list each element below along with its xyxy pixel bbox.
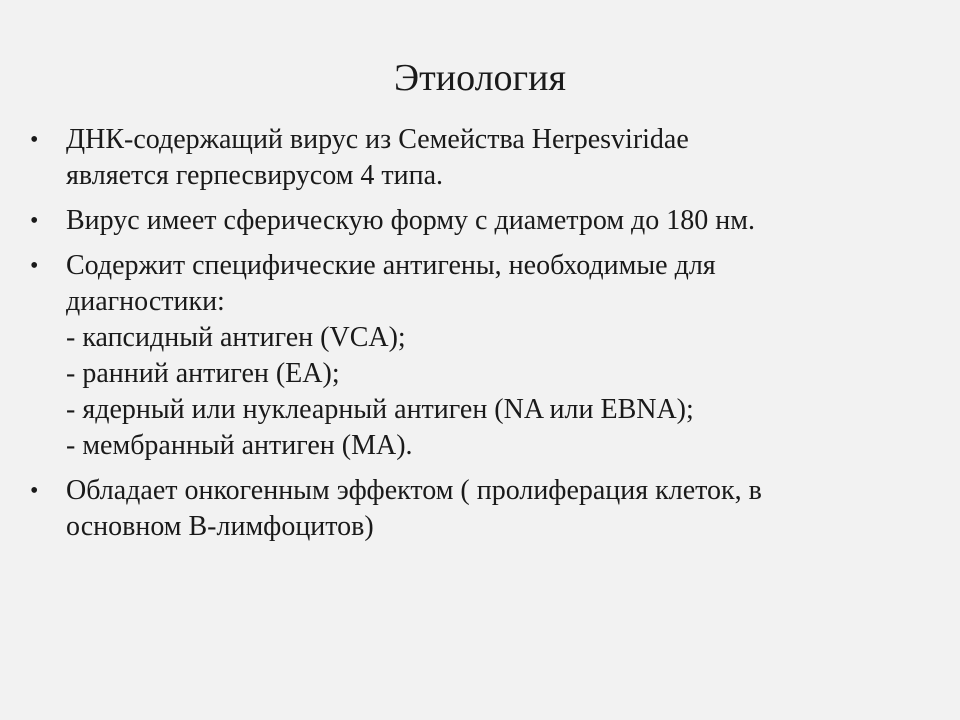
antigen-line-ebna: - ядерный или нуклеарный антиген (NA или EBNA); [66, 394, 694, 425]
bullet-item-4 [30, 473, 920, 545]
bullet-item-3 [30, 248, 920, 464]
bullet-line: Содержит специфические антигены, необходимые для [66, 250, 716, 281]
bullet-line: ДНК-содержащий вирус из Семейства Herpesviridae [66, 124, 689, 155]
bullet-list [30, 122, 920, 554]
bullet-line: основном В-лимфоцитов) [66, 511, 374, 542]
bullet-item-2 [30, 203, 920, 239]
bullet-line: Вирус имеет сферическую форму с диаметром до 180 нм. [66, 205, 755, 236]
bullet-dot-icon: • [30, 478, 39, 504]
antigen-line-ea: - ранний антиген (EA); [66, 358, 340, 389]
bullet-dot-icon: • [30, 253, 39, 279]
bullet-line: является герпесвирусом 4 типа. [66, 160, 444, 191]
antigen-line-vca: - капсидный антиген (VCA); [66, 322, 406, 353]
bullet-dot-icon: • [30, 127, 39, 153]
bullet-item-1 [30, 122, 920, 194]
slide-title: Этиология [394, 57, 566, 99]
bullet-dot-icon: • [30, 208, 39, 234]
antigen-line-ma: - мембранный антиген (MA). [66, 430, 413, 461]
bullet-line: Обладает онкогенным эффектом ( пролиферация клеток, в [66, 475, 762, 506]
bullet-line: диагностики: [66, 286, 225, 317]
